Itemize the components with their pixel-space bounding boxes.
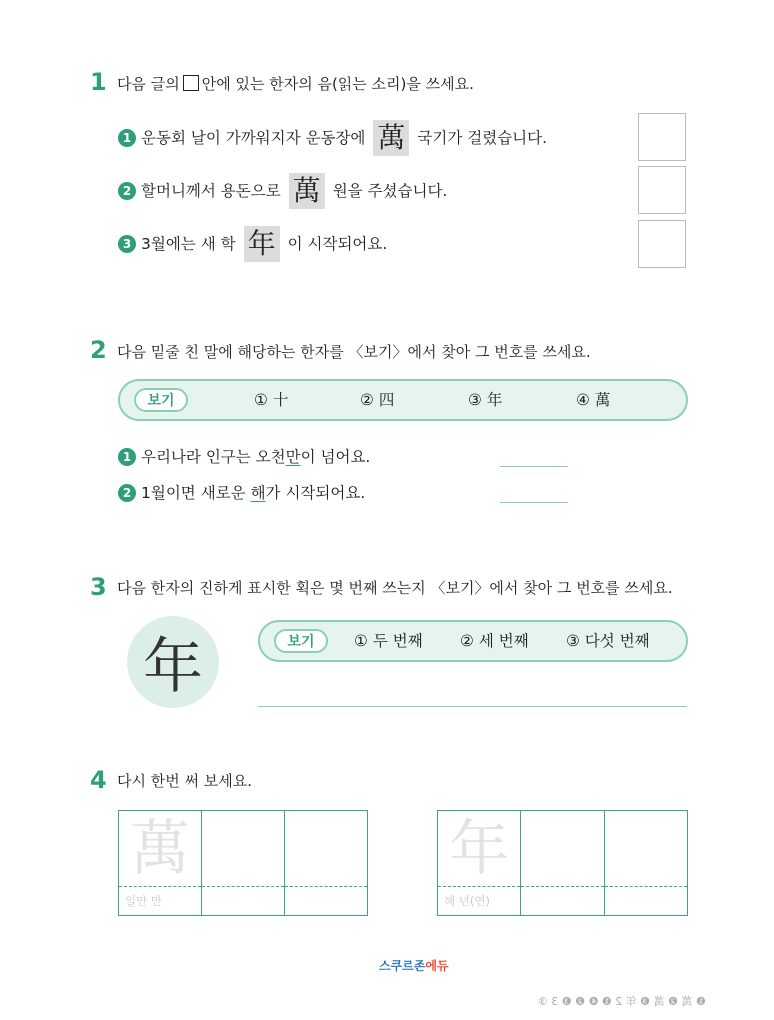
hanja-meaning: 해 년(연) — [444, 894, 490, 908]
bogi-option-3: ③ 다섯 번째 — [566, 632, 650, 650]
logo-text-part2: 에듀 — [425, 959, 449, 973]
hanja-highlight: 年 — [244, 226, 280, 262]
bogi-option-2: ② 세 번째 — [460, 632, 529, 650]
question-4-text: 다시 한번 써 보세요. — [117, 772, 252, 790]
guide-dashed-line — [521, 886, 603, 887]
item-text: 국기가 걸렸습니다. — [417, 129, 548, 147]
guide-dashed-line — [438, 886, 520, 887]
bogi-option-3: ③ 年 — [468, 391, 503, 409]
bogi-option-1: ① 두 번째 — [354, 632, 423, 650]
hanja-stroke-character: 年 — [143, 632, 203, 702]
item-text: 할머니께서 용돈으로 — [141, 182, 281, 200]
item-number-badge: 2 — [118, 182, 136, 200]
question-3-text: 다음 한자의 진하게 표시한 획은 몇 번째 쓰는지 〈보기〉에서 찾아 그 번호를 쓰세요. — [117, 579, 673, 597]
q1-item-3 — [118, 226, 387, 262]
question-2-text: 다음 밑줄 친 말에 해당하는 한자를 〈보기〉에서 찾아 그 번호를 쓰세요. — [117, 343, 591, 361]
square-box-icon — [183, 75, 199, 91]
publisher-logo — [379, 957, 449, 974]
answer-box-3[interactable] — [638, 220, 686, 268]
question-2-number: 2 — [90, 336, 107, 364]
bogi-box-q2 — [118, 379, 688, 421]
item-text: 이 넘어요. — [300, 448, 371, 466]
question-1-text-before: 다음 글의 — [117, 75, 180, 93]
hanja-stroke-circle — [127, 616, 219, 708]
q1-item-1 — [118, 120, 547, 156]
item-number-badge: 1 — [118, 129, 136, 147]
logo-text-part1: 스쿠르존 — [379, 959, 426, 973]
bogi-option-1: ① 十 — [254, 391, 289, 409]
item-number-badge: 3 — [118, 235, 136, 253]
bogi-box-q3 — [258, 620, 688, 662]
bogi-label: 보기 — [134, 388, 188, 412]
trace-hanja: 年 — [449, 814, 510, 884]
guide-dashed-line — [285, 886, 367, 887]
writing-cell-trace[interactable] — [438, 811, 521, 915]
question-1-text — [117, 74, 474, 94]
bogi-option-2: ② 四 — [360, 391, 395, 409]
answer-line-2[interactable] — [500, 502, 568, 503]
answer-box-1[interactable] — [638, 113, 686, 161]
underlined-word: 해 — [250, 484, 266, 502]
item-text: 운동회 날이 가까워지자 운동장에 — [141, 129, 366, 147]
q1-item-2 — [118, 173, 447, 209]
guide-dashed-line — [202, 886, 284, 887]
item-number-badge: 2 — [118, 484, 136, 502]
item-text: 원을 주셨습니다. — [332, 182, 448, 200]
trace-hanja: 萬 — [130, 814, 190, 884]
underlined-word: 만 — [285, 448, 301, 466]
writing-cell[interactable] — [202, 811, 285, 915]
guide-dashed-line — [605, 886, 687, 887]
item-text: 3월에는 새 학 — [141, 235, 236, 253]
q2-item-2 — [118, 482, 365, 504]
question-4-number: 4 — [90, 766, 107, 794]
writing-cell[interactable] — [605, 811, 687, 915]
writing-cell[interactable] — [285, 811, 367, 915]
writing-grid-2 — [437, 810, 688, 916]
answer-line-q3[interactable] — [258, 706, 687, 707]
answer-key-footer: ❶ 萬 ❷ 萬 ❸ 年 2 ❶ ❹ ❷ ❸ 3 ③ — [538, 995, 706, 1008]
item-text: 우리나라 인구는 오천 — [141, 448, 286, 466]
question-1-text-after: 안에 있는 한자의 음(읽는 소리)을 쓰세요. — [201, 75, 474, 93]
item-text: 가 시작되어요. — [265, 484, 366, 502]
item-number-badge: 1 — [118, 448, 136, 466]
hanja-meaning: 일만 만 — [125, 894, 162, 908]
answer-line-1[interactable] — [500, 466, 568, 467]
writing-cell[interactable] — [521, 811, 604, 915]
bogi-label: 보기 — [274, 629, 328, 653]
item-text: 이 시작되어요. — [287, 235, 388, 253]
writing-cell-trace[interactable] — [119, 811, 202, 915]
hanja-highlight: 萬 — [373, 120, 409, 156]
hanja-highlight: 萬 — [289, 173, 325, 209]
answer-box-2[interactable] — [638, 166, 686, 214]
question-3-number: 3 — [90, 573, 107, 601]
writing-grid-1 — [118, 810, 368, 916]
q2-item-1 — [118, 446, 370, 468]
item-text: 1월이면 새로운 — [141, 484, 251, 502]
question-1-number: 1 — [90, 68, 107, 96]
bogi-option-4: ④ 萬 — [576, 391, 611, 409]
guide-dashed-line — [119, 886, 201, 887]
